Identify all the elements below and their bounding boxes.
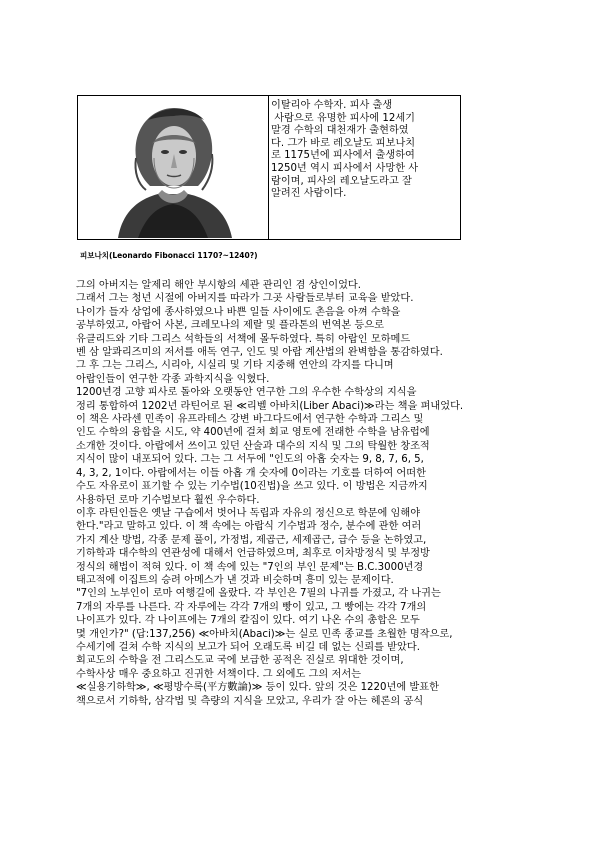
body-line: 7개의 자루를 나른다. 각 자루에는 각각 7개의 빵이 있고, 그 빵에는 각각 7개의: [76, 601, 427, 613]
body-line: 한다."라고 말하고 있다. 이 책 속에는 아랍식 기수법과 정수, 분수에 관한 여러: [76, 521, 422, 533]
body-line: 벤 삼 알콰리즈미의 저서를 애독 연구, 인도 및 아랍 계산법의 완벽함을 통감하였다.: [76, 347, 443, 359]
body-line: 책으로서 기하학, 삼각법 및 측량의 지식을 모았고, 우리가 잘 아는 헤론의 공식: [76, 695, 424, 707]
body-line: 가지 계산 방법, 각종 문제 풀이, 가정법, 제곱근, 세제곱근, 급수 등을 논하였고,: [76, 534, 427, 546]
body-line: 이후 라틴인들은 옛날 구습에서 벗어나 독립과 자유의 정신으로 학문에 임해야: [76, 507, 421, 519]
body-line: 기하학과 대수학의 연관성에 대해서 언급하였으며, 최후로 이차방정식 및 부정방: [76, 548, 430, 560]
body-line: 수도 자유로이 표기할 수 있는 기수법(10진법)을 쓰고 있다. 이 방법은 지금까지: [76, 481, 428, 493]
body-line: 이 책은 사라센 민족이 유프라테스 강변 바그다드에서 연구한 수학과 그리스 및: [76, 414, 424, 426]
body-line: 지식이 많이 내포되어 있다. 그는 그 서두에 "인도의 아홉 숫자는 9, 8, 7, 6, 5,: [76, 454, 424, 466]
body-line: 그래서 그는 청년 시절에 아버지를 따라가 그곳 사람들로부터 교육을 받았다.: [76, 293, 414, 305]
body-line: 정리 통합하여 1202년 라틴어로 된 ≪리벨 아바치(Liber Abaci)≫라는 책을 펴내었다.: [76, 400, 464, 412]
bio-line: 이탈리아 수학자. 피사 출생: [271, 100, 393, 111]
body-line: 사용하던 로마 기수법보다 훨씬 우수하다.: [76, 494, 260, 506]
body-line: 유클리드와 기타 그리스 석학들의 서책에 몰두하였다. 특히 아랍인 모하메드: [76, 333, 411, 345]
body-line: 나이프가 있다. 각 나이프에는 7개의 칼집이 있다. 여기 나온 수의 총합은 모두: [76, 615, 420, 627]
body-line: 그의 아버지는 알제리 해안 부시항의 세관 관리인 겸 상인이었다.: [76, 280, 362, 291]
body-line: 정식의 해법이 적혀 있다. 이 책 속에 있는 "7인의 부인 문제"는 B.C.3000년경: [76, 561, 424, 573]
body-line: 나이가 들자 상업에 종사하였으나 바쁜 일들 사이에도 촌음을 아껴 수학을: [76, 306, 401, 318]
body-line: 태고적에 이집트의 승려 아메스가 낸 것과 비슷하며 흥미 있는 문제이다.: [76, 574, 394, 586]
bio-text: [271, 100, 459, 201]
fibonacci-portrait: [98, 98, 248, 238]
body-line: 아랍인들이 연구한 각종 과학지식을 익혔다.: [76, 373, 270, 385]
body-line: 몇 개인가?" (답:137,256) ≪아바치(Abaci)≫는 실로 민족 종교를 초월한 명작으로,: [76, 628, 453, 640]
body-line: 공부하였고, 아랍어 사본, 크레모나의 제랄 및 플라톤의 번역본 등으로: [76, 320, 384, 332]
bio-table: [77, 95, 461, 240]
body-text: [76, 279, 546, 708]
portrait-cell: [78, 96, 268, 239]
body-line: 회교도의 수학을 전 그리스도교 국에 보급한 공적은 진실로 위대한 것이며,: [76, 655, 404, 667]
portrait-caption: 피보나치(Leonardo Fibonacci 1170?~1240?): [80, 251, 258, 260]
body-line: 수학사상 매우 중요하고 진귀한 서책이다. 그 외에도 그의 저서는: [76, 668, 362, 680]
body-line: 1200년경 고향 피사로 돌아와 오랫동안 연구한 그의 우수한 수학상의 지식을: [76, 387, 417, 399]
body-line: 4, 3, 2, 1이다. 아랍에서는 이들 아홉 개 숫자에 0이라는 기호를 더하여 어떠한: [76, 467, 426, 479]
table-divider: [268, 96, 269, 239]
body-line: ≪실용기하학≫, ≪평방수록(平方數論)≫ 등이 있다. 앞의 것은 1220년에 발표한: [76, 682, 439, 694]
bio-line: 로 1175년에 피사에서 출생하여: [271, 150, 415, 162]
bio-line: 람이며, 피사의 레오날도라고 잘: [271, 175, 412, 187]
bio-line: 알려진 사람이다.: [271, 188, 347, 200]
bio-line: 다. 그가 바로 레오날도 피보나치: [271, 137, 416, 149]
body-line: 수세기에 걸쳐 수학 지식의 보고가 되어 오래도록 비길 데 없는 신뢰를 받았다.: [76, 641, 420, 653]
body-line: 그 후 그는 그리스, 시리아, 시실리 및 기타 지중해 연안의 각지를 다니며: [76, 360, 394, 372]
body-line: 인도 수학의 융합을 시도, 약 400년에 걸쳐 회교 영토에 전래한 수학을 남유럽에: [76, 427, 430, 439]
bio-line: 사람으로 유명한 피사에 12세기: [271, 112, 416, 124]
body-line: "7인의 노부인이 로마 여행길에 올랐다. 각 부인은 7필의 나귀를 가졌고, 각 나귀는: [76, 588, 441, 600]
bio-line: 말경 수학의 대천재가 출현하였: [271, 125, 409, 137]
body-line: 소개한 것이다. 아랍에서 쓰이고 있던 산술과 대수의 지식 및 그의 탁월한 창조적: [76, 440, 430, 452]
bio-line: 1250년 역시 피사에서 사망한 사: [271, 162, 419, 174]
